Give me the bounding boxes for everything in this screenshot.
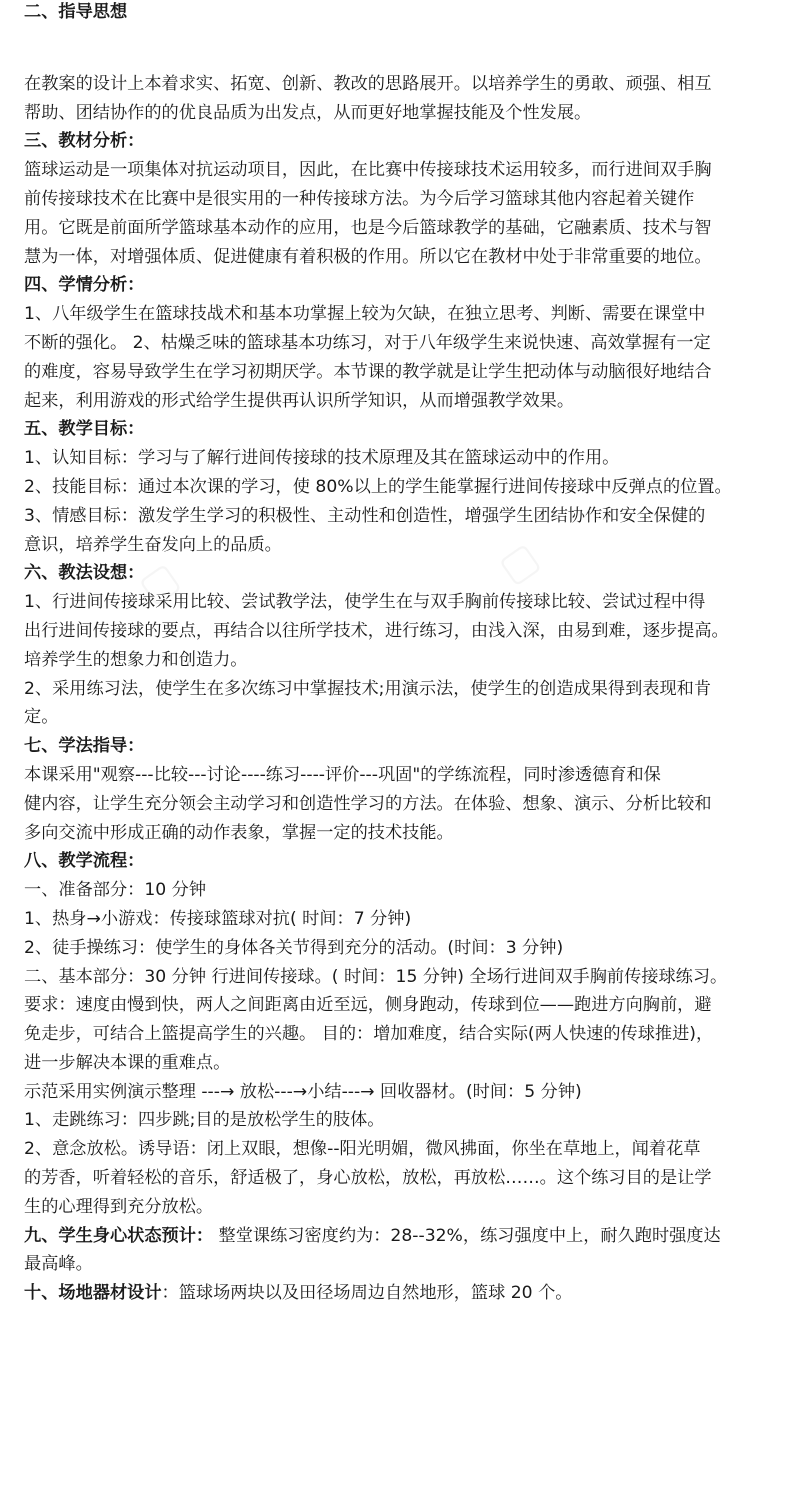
paragraph-line: 示范采用实例演示整理 ---→ 放松---→小结---→ 回收器材。(时间：5 分钟)	[24, 1081, 582, 1102]
paragraph-line: 1、八年级学生在篮球技战术和基本功掌握上较为欠缺，在独立思考、判断、需要在课堂中	[24, 304, 706, 325]
paragraph-line: 免走步，可结合上篮提高学生的兴趣。 目的：增加难度，结合实际(两人快速的传球推进)，	[24, 1024, 714, 1045]
paragraph-line: 要求：速度由慢到快，两人之间距离由近至远，侧身跑动，传球到位——跑进方向胸前，避	[24, 995, 712, 1016]
paragraph-line: 2、技能目标：通过本次课的学习，使 80%以上的学生能掌握行进间传接球中反弹点的位置。	[24, 476, 732, 497]
paragraph-line: 用。它既是前面所学篮球基本动作的应用，也是今后篮球教学的基础，它融素质、技术与智	[24, 217, 712, 238]
paragraph-line: 的难度，容易导致学生在学习初期厌学。本节课的教学就是让学生把动体与动脑很好地结合	[24, 361, 712, 382]
section-heading: 十、场地器材设计	[24, 1283, 162, 1304]
paragraph-line: 1、行进间传接球采用比较、尝试教学法，使学生在与双手胸前传接球比较、尝试过程中得	[24, 592, 706, 613]
section-heading: 六、教法设想：	[24, 563, 145, 584]
paragraph-line: 出行进间传接球的要点，再结合以往所学技术，进行练习，由浅入深，由易到难，逐步提高。	[24, 620, 729, 641]
paragraph-line: 2、徒手操练习：使学生的身体各关节得到充分的活动。(时间：3 分钟)	[24, 937, 564, 958]
paragraph-line: 1、热身→小游戏：传接球篮球对抗( 时间：7 分钟)	[24, 908, 412, 929]
paragraph-line: 在教案的设计上本着求实、拓宽、创新、教改的思路展开。以培养学生的勇敢、顽强、相互	[24, 73, 712, 94]
paragraph-line: 二、基本部分：30 分钟 行进间传接球。( 时间：15 分钟) 全场行进间双手胸前传接球练习。	[24, 966, 728, 987]
paragraph-line: 前传接球技术在比赛中是很实用的一种传接球方法。为今后学习篮球其他内容起着关键作	[24, 188, 695, 209]
section-inline	[24, 1222, 784, 1251]
paragraph-line: 定。	[24, 707, 59, 728]
paragraph-line: 1、走跳练习：四步跳;目的是放松学生的肢体。	[24, 1110, 385, 1131]
spacer	[24, 27, 784, 70]
paragraph-line: 培养学生的想象力和创造力。	[24, 649, 248, 670]
section-heading: 四、学情分析：	[24, 275, 145, 296]
paragraph-line: 一、准备部分：10 分钟	[24, 880, 207, 901]
paragraph-line: 2、意念放松。诱导语：闭上双眼，想像--阳光明媚，微风拂面，你坐在草地上，闻着花草	[24, 1139, 701, 1160]
paragraph-line: 多向交流中形成正确的动作表象，掌握一定的技术技能。	[24, 822, 454, 843]
paragraph-line: 帮助、团结协作的的优良品质为出发点，从而更好地掌握技能及个性发展。	[24, 102, 592, 123]
paragraph-line: 本课采用"观察---比较---讨论----练习----评价---巩固"的学练流程，同时渗透德育和保	[24, 764, 661, 785]
paragraph-line: 1、认知目标：学习与了解行进间传接球的技术原理及其在篮球运动中的作用。	[24, 448, 620, 469]
paragraph-line: 2、采用练习法，使学生在多次练习中掌握技术;用演示法，使学生的创造成果得到表现和肯	[24, 678, 712, 699]
section-inline	[24, 1279, 784, 1308]
paragraph-line: 的芳香，听着轻松的音乐，舒适极了，身心放松，放松，再放松……。这个练习目的是让学	[24, 1168, 712, 1189]
paragraph-line: 慧为一体，对增强体质、促进健康有着积极的作用。所以它在教材中处于非常重要的地位。	[24, 246, 712, 267]
section-heading: 三、教材分析：	[24, 131, 145, 152]
section-heading: 七、学法指导：	[24, 736, 145, 757]
paragraph-line: 健内容，让学生充分领会主动学习和创造性学习的方法。在体验、想象、演示、分析比较和	[24, 793, 712, 814]
paragraph-line: 进一步解决本课的重难点。	[24, 1052, 231, 1073]
section-heading: 九、学生身心状态预计：	[24, 1225, 214, 1246]
paragraph-line: 起来，利用游戏的形式给学生提供再认识所学知识，从而增强教学效果。	[24, 390, 575, 411]
paragraph-line: 篮球运动是一项集体对抗运动项目，因此，在比赛中传接球技术运用较多，而行进间双手胸	[24, 160, 712, 181]
section-heading: 二、指导思想	[24, 2, 128, 22]
section-heading: 八、教学流程：	[24, 851, 145, 872]
section-heading: 五、教学目标：	[24, 419, 145, 440]
section-inline-text: 整堂课练习密度约为：28--32%，练习强度中上，耐久跑时强度达	[213, 1225, 721, 1246]
paragraph-line: 最高峰。	[24, 1254, 93, 1275]
paragraph-line: 3、情感目标：激发学生学习的积极性、主动性和创造性，增强学生团结协作和安全保健的	[24, 505, 706, 526]
document-body	[24, 0, 784, 1308]
paragraph-line: 意识，培养学生奋发向上的品质。	[24, 534, 282, 555]
paragraph-line: 生的心理得到充分放松。	[24, 1196, 214, 1217]
paragraph-line: 不断的强化。 2、枯燥乏味的篮球基本功练习，对于八年级学生来说快速、高效掌握有一定	[24, 332, 711, 353]
section-inline-text: ：篮球场两块以及田径场周边自然地形，篮球 20 个。	[161, 1283, 573, 1304]
